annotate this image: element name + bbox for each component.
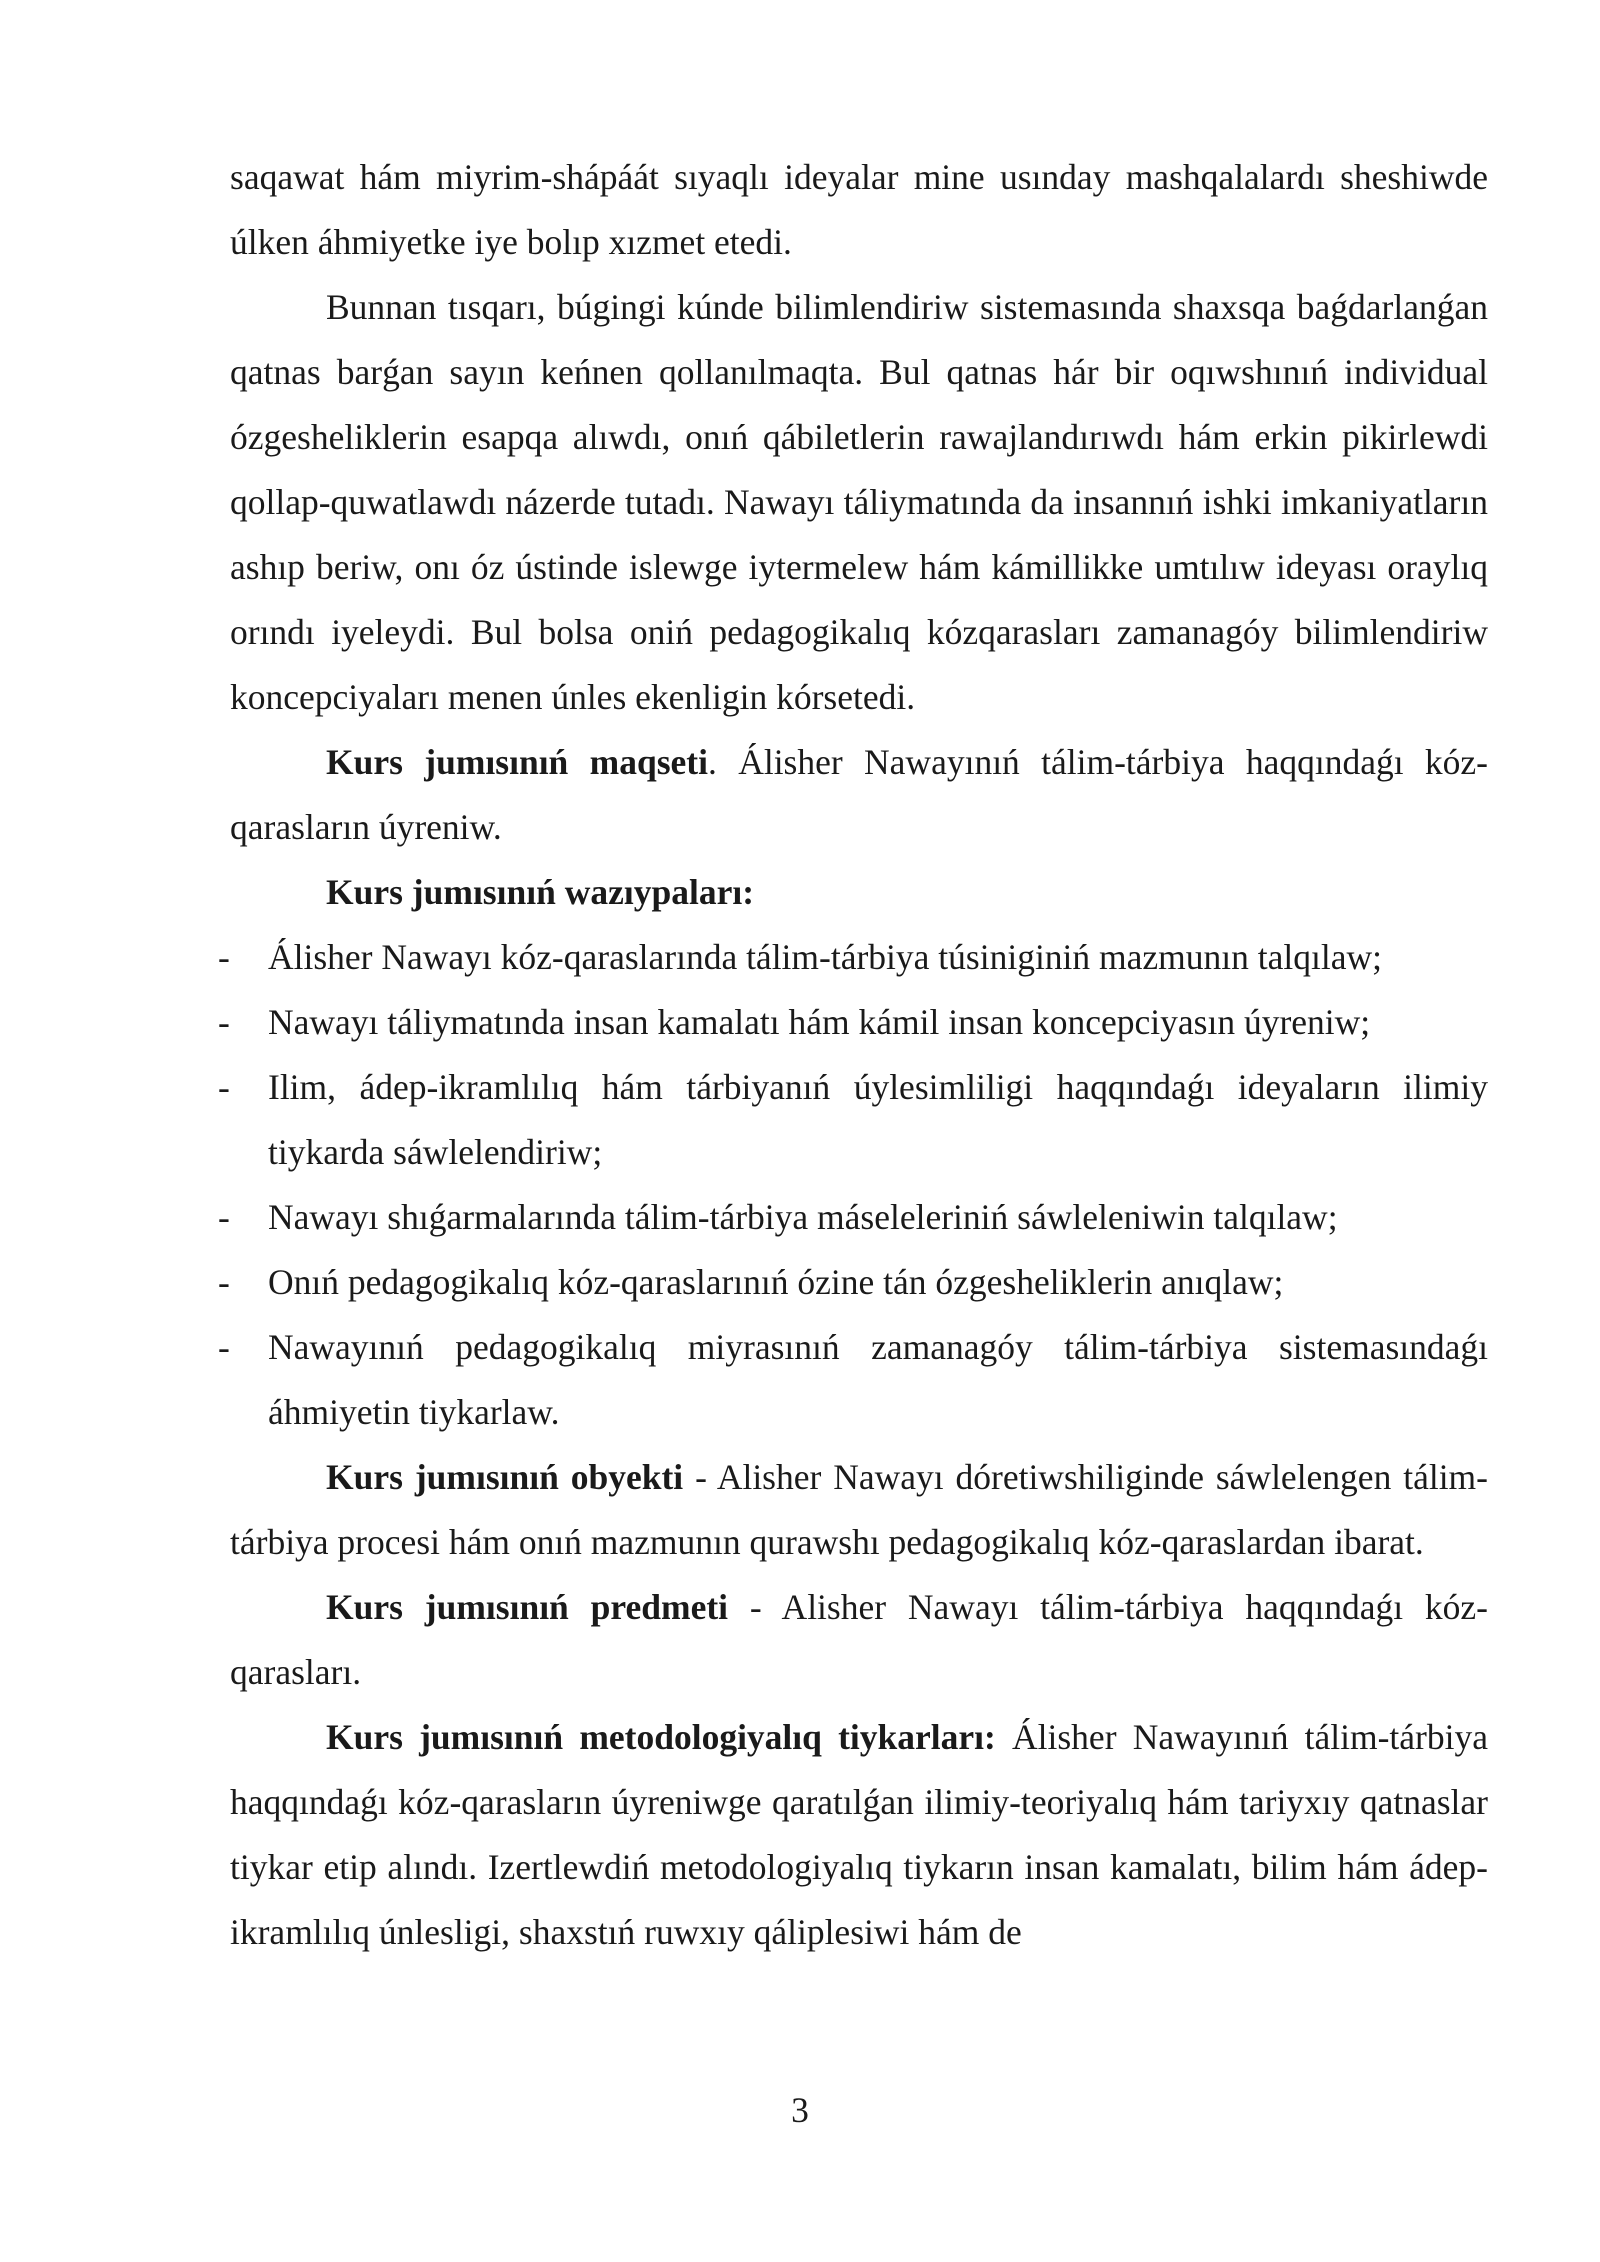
tasks-heading — [230, 860, 1488, 925]
goal-paragraph — [230, 730, 1488, 860]
methodology-label: Kurs jumısınıń metodologiyalıq tiykarları: — [326, 1717, 996, 1757]
list-item — [218, 1185, 1488, 1250]
list-item — [218, 925, 1488, 990]
list-item — [218, 1315, 1488, 1445]
subject-text: - Alisher Nawayı tálim-tárbiya haqqındaǵı kóz-qarasları. — [230, 1587, 1488, 1692]
list-item-text: Ilim, ádep-ikramlılıq hám tárbiyanıń úylesimliligi haqqındaǵı ideyaların ilimiy tiykarda sáwlelendiriw; — [268, 1067, 1488, 1172]
object-paragraph — [230, 1445, 1488, 1575]
list-dash: - — [218, 1327, 230, 1367]
list-item-text: Nawayı táliymatında insan kamalatı hám kámil insan koncepciyasın úyreniw; — [268, 1002, 1371, 1042]
page-number: 3 — [791, 2090, 809, 2130]
paragraph-personal-approach: Bunnan tısqarı, búgingi kúnde bilimlendiriw sistemasında shaxsqa baǵdarlanǵan qatnas barǵan sayın keńnen qollanılmaqta. Bul qatnas hár bir oqıwshınıń individual ózgesheliklerin esapqa alıwdı, onıń qábiletlerin rawajlandırıwdı hám erkin pikirlewdi qollap-quwatlawdı názerde tutadı. Nawayı táliymatında da insannıń ishki imkaniyatların ashıp beriw, onı óz ústinde islewge iytermelew hám kámillikke umtılıw ideyası oraylıq orındı iyeleydi. Bul bolsa oniń pedagogikalıq kózqarasları zamanagóy bilimlendiriw koncepciyaları menen únles ekenligin kórsetedi. — [230, 287, 1488, 717]
list-item-text: Álisher Nawayı kóz-qaraslarında tálim-tárbiya túsiniginiń mazmunın talqılaw; — [268, 937, 1382, 977]
list-item — [218, 1055, 1488, 1185]
object-label: Kurs jumısınıń obyekti — [326, 1457, 684, 1497]
goal-text: . Álisher Nawayınıń tálim-tárbiya haqqındaǵı kóz-qarasların úyreniw. — [230, 742, 1488, 847]
list-dash: - — [218, 1067, 230, 1107]
methodology-paragraph — [230, 1705, 1488, 1965]
list-item-text: Nawayınıń pedagogikalıq miyrasınıń zamanagóy tálim-tárbiya sistemasındaǵı áhmiyetin tiykarlaw. — [268, 1327, 1488, 1432]
list-dash: - — [218, 1002, 230, 1042]
subject-label: Kurs jumısınıń predmeti — [326, 1587, 729, 1627]
list-dash: - — [218, 1262, 230, 1302]
tasks-list — [218, 925, 1488, 1445]
list-item-text: Nawayı shıǵarmalarında tálim-tárbiya máseleleriniń sáwleleniwin talqılaw; — [268, 1197, 1338, 1237]
document-page — [218, 145, 1488, 1965]
subject-paragraph — [230, 1575, 1488, 1705]
methodology-text: Álisher Nawayınıń tálim-tárbiya haqqındaǵı kóz-qarasların úyreniwge qaratılǵan ilimiy-teoriyalıq hám tariyxıy qatnaslar tiykar etip alındı. Izertlewdiń metodologiyalıq tiykarın insan kamalatı, bilim hám ádep-ikramlılıq únlesligi, shaxstıń ruwxıy qáliplesiwi hám de — [230, 1717, 1488, 1952]
list-item — [218, 1250, 1488, 1315]
tasks-heading-label: Kurs jumısınıń wazıypaları: — [326, 872, 755, 912]
list-item — [218, 990, 1488, 1055]
object-text: - Alisher Nawayı dóretiwshiliginde sáwlelengen tálim-tárbiya procesi hám onıń mazmunın qurawshı pedagogikalıq kóz-qaraslardan ibarat. — [230, 1457, 1488, 1562]
goal-label: Kurs jumısınıń maqseti — [326, 742, 708, 782]
list-dash: - — [218, 937, 230, 977]
list-dash: - — [218, 1197, 230, 1237]
paragraph-intro-continuation: saqawat hám miyrim-shápáát sıyaqlı ideyalar mine usınday mashqalalardı sheshiwde úlken áhmiyetke iye bolıp xızmet etedi. — [230, 157, 1488, 262]
list-item-text: Onıń pedagogikalıq kóz-qaraslarınıń ózine tán ózgesheliklerin anıqlaw; — [268, 1262, 1284, 1302]
